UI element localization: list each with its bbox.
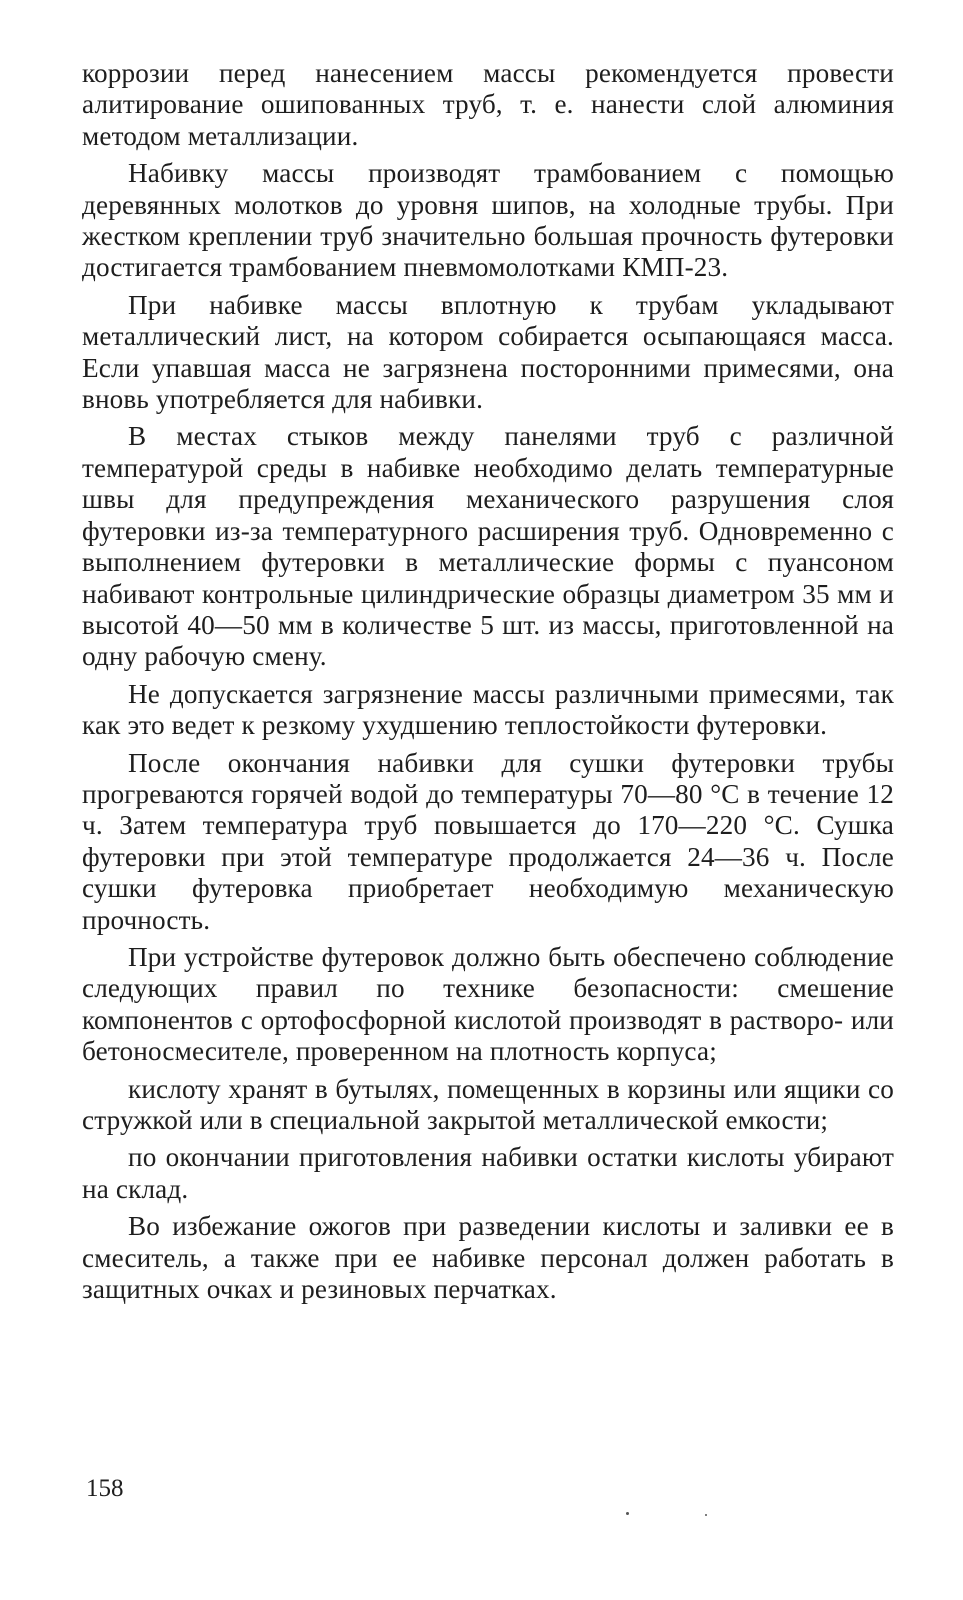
page-number: 158 bbox=[86, 1475, 124, 1502]
paragraph-1: коррозии перед нанесением массы рекомендуется провести алитирование ошипованных труб, т. е. нанести слой алюминия методом металлизации. bbox=[82, 58, 894, 151]
paragraph-2: Набивку массы производят трамбованием с помощью деревянных молотков до уровня шипов, на холодные трубы. При жестком креплении труб значительно большая прочность футеровки достигается трамбованием пневмомолотками КМП-23. bbox=[82, 158, 894, 283]
paragraph-8: кислоту хранят в бутылях, помещенных в корзины или ящики со стружкой или в специальной закрытой металлической емкости; bbox=[82, 1073, 894, 1135]
scan-speck bbox=[705, 1514, 707, 1516]
paragraph-9: по окончании приготовления набивки остатки кислоты убирают на склад. bbox=[82, 1142, 894, 1204]
scan-speck bbox=[626, 1512, 629, 1515]
paragraph-3: При набивке массы вплотную к трубам укладывают металлический лист, на котором собирается осыпающаяся масса. Если упавшая масса не загрязнена посторонними примесями, она вновь употребляется для набивки. bbox=[82, 289, 894, 415]
paragraph-5: Не допускается загрязнение массы различными примесями, так как это ведет к резкому ухудшению теплостойкости футеровки. bbox=[82, 678, 894, 741]
paragraph-10: Во избежание ожогов при разведении кислоты и заливки ее в смеситель, а также при ее набивке персонал должен работать в защитных очках и резиновых перчатках. bbox=[82, 1211, 894, 1305]
paragraph-4: В местах стыков между панелями труб с различной температурой среды в набивке необходимо делать температурные швы для предупреждения механического разрушения слоя футеровки из-за температурного расширения труб. Одновременно с выполнением футеровки в металлические формы с пуансоном набивают контрольные цилиндрические образцы диаметром 35 мм и высотой 40—50 мм в количестве 5 шт. из массы, приготовленной на одну рабочую смену. bbox=[82, 421, 894, 672]
paragraph-7: При устройстве футеровок должно быть обеспечено соблюдение следующих правил по технике безопасности: смешение компонентов с ортофосфорной кислотой производят в растворо- или бетоносмесителе, проверенном на плотность корпуса; bbox=[82, 941, 894, 1067]
page-body bbox=[82, 58, 894, 1311]
paragraph-6: После окончания набивки для сушки футеровки трубы прогреваются горячей водой до температуры 70—80 °С в течение 12 ч. Затем температура труб повышается до 170—220 °С. Сушка футеровки при этой температуре продолжается 24—36 ч. После сушки футеровка приобретает необходимую механическую прочность. bbox=[82, 747, 894, 935]
